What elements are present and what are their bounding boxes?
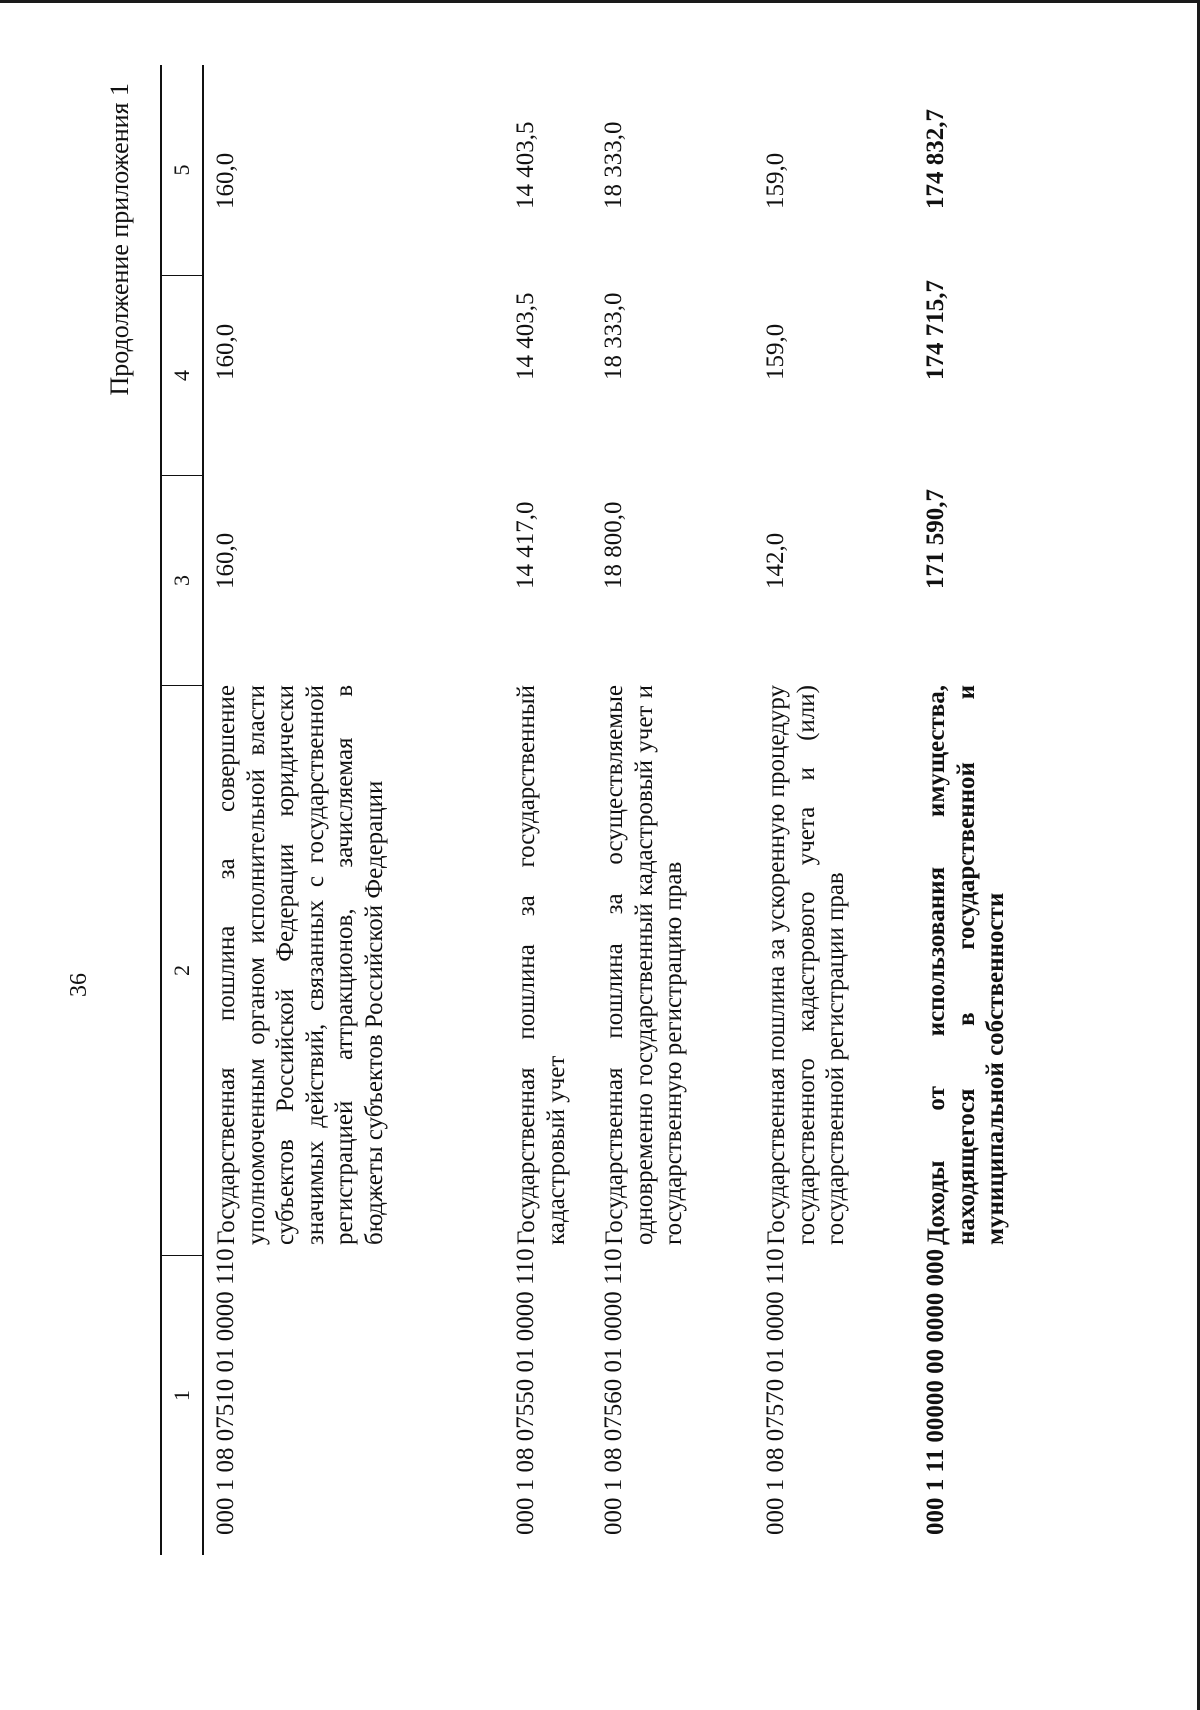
- budget-code: 000 1 11 00000 00 0000 000: [922, 1248, 949, 1535]
- amount-col5: 174 832,7: [922, 109, 949, 209]
- column-header-1: 1: [162, 1255, 202, 1555]
- amount-col4: 18 333,0: [600, 292, 627, 380]
- page-number: 36: [66, 973, 92, 997]
- revenue-description: Государственная пошлина за ускоренную процедуру государственного кадастрового учета и (или) государственной регистрации прав: [763, 685, 849, 1245]
- amount-col3: 171 590,7: [922, 489, 949, 589]
- table-row: [512, 65, 600, 1555]
- amount-col4: 14 403,5: [512, 292, 539, 380]
- budget-code: 000 1 08 07570 01 0000 110: [762, 1248, 789, 1535]
- table-body: [212, 65, 1032, 1555]
- column-header-2: 2: [162, 685, 202, 1255]
- amount-col3: 18 800,0: [600, 501, 627, 589]
- column-header-3: 3: [162, 475, 202, 685]
- amount-col4: 160,0: [212, 323, 239, 380]
- column-header-4: 4: [162, 275, 202, 475]
- amount-col3: 160,0: [212, 532, 239, 589]
- revenue-description: Государственная пошлина за совершение уполномоченным органом исполнительной власти субъектов Российской Федерации юридически значимых действий, связанных с государственной регистрацией аттракционов, зачисляемая в бюджеты субъектов Российской Федерации: [213, 685, 388, 1245]
- amount-col4: 174 715,7: [922, 280, 949, 380]
- revenue-description: Государственная пошлина за государственный кадастровый учет: [513, 685, 570, 1245]
- amount-col5: 14 403,5: [512, 121, 539, 209]
- budget-code: 000 1 08 07550 01 0000 110: [512, 1248, 539, 1535]
- revenue-description: Доходы от использования имущества, находящегося в государственной и муниципальной собственности: [923, 685, 1009, 1245]
- amount-col4: 159,0: [762, 323, 789, 380]
- amount-col5: 18 333,0: [600, 121, 627, 209]
- amount-col3: 142,0: [762, 532, 789, 589]
- table-row: [212, 65, 512, 1555]
- budget-code: 000 1 08 07560 01 0000 110: [600, 1248, 627, 1535]
- table-header: [160, 65, 204, 1555]
- table-row-total: [922, 65, 1032, 1555]
- table-row: [762, 65, 922, 1555]
- budget-code: 000 1 08 07510 01 0000 110: [212, 1248, 239, 1535]
- amount-col5: 160,0: [212, 152, 239, 209]
- continuation-label: Продолжение приложения 1: [105, 83, 134, 396]
- amount-col5: 159,0: [762, 152, 789, 209]
- amount-col3: 14 417,0: [512, 501, 539, 589]
- table-row: [600, 65, 762, 1555]
- revenue-description: Государственная пошлина за осуществляемые одновременно государственный кадастровый учет и государственную регистрацию прав: [601, 685, 687, 1245]
- column-header-5: 5: [169, 164, 194, 176]
